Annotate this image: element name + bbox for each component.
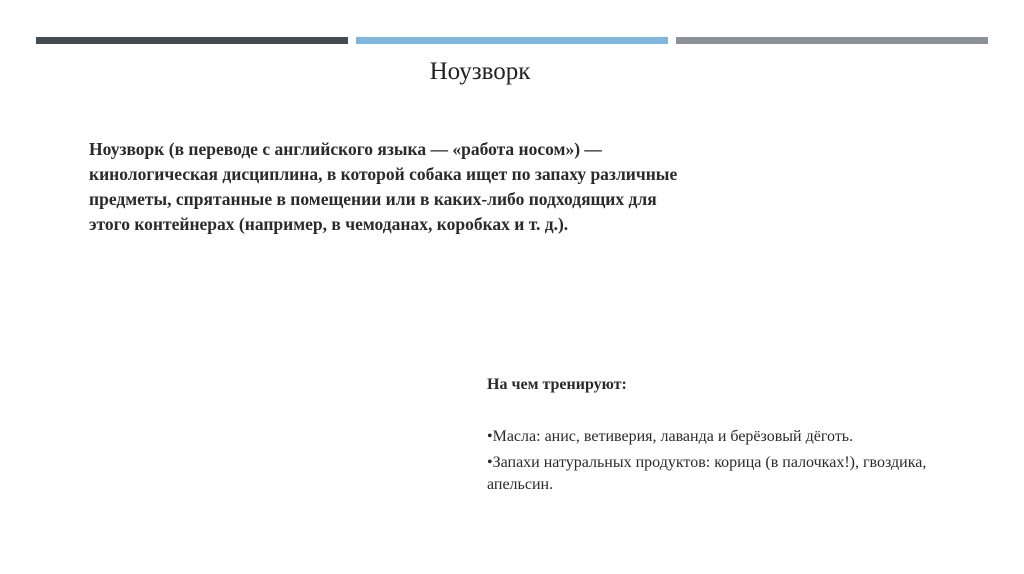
- definition-line: кинологическая дисциплина, в которой собака ищет по запаху различные: [89, 164, 678, 184]
- definition-line: Ноузворк (в переводе с английского языка — «работа носом») —: [89, 139, 602, 159]
- header-bar-gray: [676, 37, 988, 44]
- header-bar-dark: [36, 37, 348, 44]
- definition-text: [89, 137, 849, 237]
- training-block: [487, 374, 967, 500]
- definition-line: предметы, спрятанные в помещении или в каких-либо подходящих для: [89, 189, 657, 209]
- slide-title: Ноузворк: [429, 58, 531, 85]
- training-heading: На чем тренируют:: [487, 376, 627, 393]
- training-item: •Запахи натуральных продуктов: корица (в палочках!), гвоздика, апельсин.: [487, 454, 927, 493]
- definition-line: этого контейнерах (например, в чемоданах, коробках и т. д.).: [89, 214, 569, 234]
- header-bar-blue: [356, 37, 668, 44]
- training-item: •Масла: анис, ветиверия, лаванда и берёзовый дёготь.: [487, 428, 854, 445]
